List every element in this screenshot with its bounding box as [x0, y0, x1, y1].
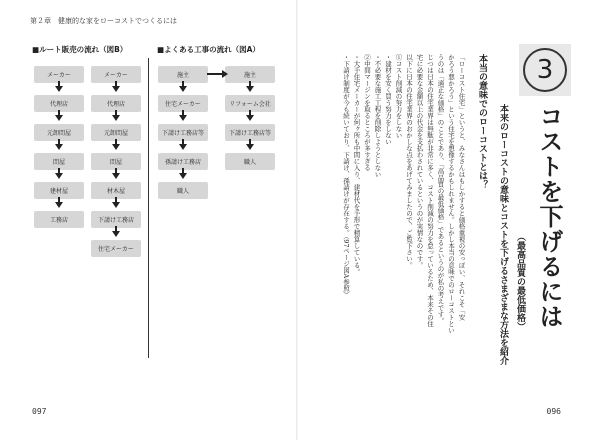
- flow-node: 下請け工務店等: [158, 124, 208, 141]
- flow-node: 職人: [158, 182, 208, 199]
- flow-node: 工務店: [34, 211, 84, 228]
- section-heading: 本当の意味でのローコストとは？: [477, 54, 487, 189]
- flow-arrow: [112, 202, 120, 208]
- body-line: ・不必要な施工工程を削除しようとしない: [373, 54, 382, 178]
- flow-node: 施主: [225, 66, 275, 83]
- flowA-column-2: [225, 66, 275, 170]
- flow-node: 下請け工務店: [91, 211, 141, 228]
- gutter: [296, 0, 298, 440]
- flow-arrow: [112, 173, 120, 179]
- chapter-number-box: [519, 44, 571, 96]
- flow-arrow: [55, 173, 63, 179]
- chapter-number: 3: [523, 48, 567, 92]
- flow-node: 施主: [158, 66, 208, 83]
- flowA-title: ■よくある工事の流れ（図A）: [157, 45, 260, 54]
- body-line: 以下に日本の住宅業界のおかしな点をあげてみましたので、ご覧下さい。: [405, 54, 413, 269]
- page-subtitle: 本来のローコストの意味とコストを下げるさまざまな方法を紹介: [498, 104, 508, 365]
- page-title-paren: （最高品質の最低価格）: [515, 232, 525, 331]
- body-line: ②中間マージンを取るところが多すぎる: [363, 54, 371, 171]
- flow-node: 代理店: [91, 95, 141, 112]
- flow-node: 代理店: [34, 95, 84, 112]
- flow-node: 職人: [225, 153, 275, 170]
- flow-node: 建材屋: [34, 182, 84, 199]
- flowA-column-1: [158, 66, 208, 199]
- flow-arrow: [55, 202, 63, 208]
- flowB-column-1: [34, 66, 84, 228]
- body-line: うのは「適正な価格」のことであり、「高品質の最低価格」であるというのが私の考えです。: [436, 54, 445, 324]
- body-line: じつは日本の住宅業界は無駄が非常に多く、コスト削減の努力を怠っているため、本来その住: [426, 54, 434, 327]
- flowB-column-2: [91, 66, 141, 257]
- flow-arrow: [246, 115, 254, 121]
- flow-arrow: [112, 231, 120, 237]
- flow-arrow: [246, 86, 254, 92]
- flow-arrow: [112, 144, 120, 150]
- flow-arrow: [179, 144, 187, 150]
- flow-node: 問屋: [91, 153, 141, 170]
- body-line: 宅に必要な金額以上の代金を支払わされているというのが実情なのです。: [415, 54, 424, 269]
- folio-right: 096: [546, 407, 561, 416]
- flow-arrow: [246, 144, 254, 150]
- body-line: ①コスト削減の努力をしない: [394, 54, 403, 139]
- flow-node: 元卸問屋: [34, 124, 84, 141]
- column-separator: [148, 58, 149, 358]
- flow-arrow: [112, 115, 120, 121]
- flow-node: 材木屋: [91, 182, 141, 199]
- flow-node: メーカー: [34, 66, 84, 83]
- body-line: 「ローコスト住宅」というと、みなさんはもしかすると価格重視の安っぽい、それこそ「安: [457, 54, 466, 321]
- flow-arrow: [55, 86, 63, 92]
- body-line: ・大手住宅メーカーが何ヶ所も中間に入り、建材代を手形で精算している。: [352, 54, 361, 275]
- flow-node: 住宅メーカー: [158, 95, 208, 112]
- flowB-title: ■ルート販売の流れ（図B）: [32, 45, 128, 54]
- folio-left: 097: [32, 407, 47, 416]
- flow-arrow: [55, 144, 63, 150]
- flow-arrow: [55, 115, 63, 121]
- flow-node: 下請け工務店等: [225, 124, 275, 141]
- flow-node: メーカー: [91, 66, 141, 83]
- body-line: かろう悪かろう」という住宅を想像するかもしれません。しかし本当の意味でのローコストとい: [447, 54, 455, 334]
- flow-arrow: [179, 86, 187, 92]
- flow-node: 問屋: [34, 153, 84, 170]
- flow-arrow: [179, 115, 187, 121]
- running-head: 第２章 健康的な家をローコストでつくるには: [30, 17, 177, 25]
- flow-node: 元卸問屋: [91, 124, 141, 141]
- page-title: コストを下げるには: [535, 104, 564, 329]
- flow-node: 住宅メーカー: [91, 240, 141, 257]
- flow-node: リフォーム会社: [225, 95, 275, 112]
- body-line: ・下請け制度が今も続いており、下請け、孫請けが存在する。（97ページ図A参照）: [342, 54, 350, 298]
- flow-arrow: [112, 86, 120, 92]
- flowA-horizontal-arrow: [207, 73, 223, 75]
- flow-node: 孫請け工務店: [158, 153, 208, 170]
- flow-arrow: [179, 173, 187, 179]
- body-line: ・建材を安く買う努力をしない: [384, 54, 392, 145]
